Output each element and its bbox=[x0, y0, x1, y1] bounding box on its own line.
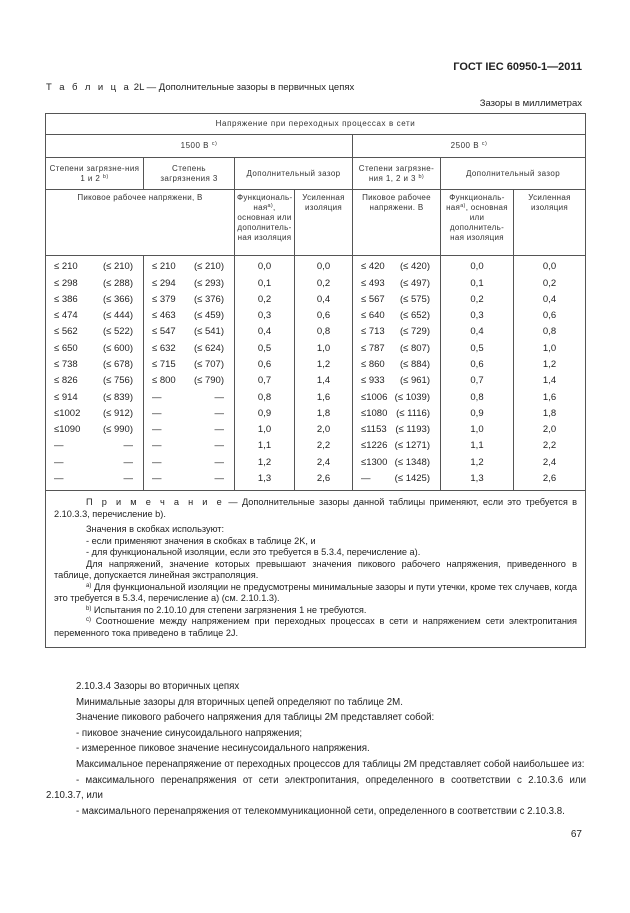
cell-reinforced-right: 1,2 bbox=[514, 357, 586, 373]
cell-degree-1-2-3: ≤ 933 (≤ 961) bbox=[353, 373, 441, 389]
table-row bbox=[46, 406, 586, 422]
header-additional-gap-right: Дополнительный зазор bbox=[441, 158, 586, 190]
cell-degree-3: — — bbox=[144, 455, 235, 471]
cell-reinforced-left: 0,2 bbox=[295, 275, 353, 291]
cell-functional-right: 0,7 bbox=[441, 373, 514, 389]
cell-degree-3: ≤ 463 (≤ 459) bbox=[144, 308, 235, 324]
cell-degree-1-2-3: ≤ 860 (≤ 884) bbox=[353, 357, 441, 373]
header-functional-left: Функциональ-ная$^{a)}$, основная или дополнитель-ная изоляция bbox=[235, 190, 295, 256]
header-reinforced-right: Усиленная изоляция bbox=[514, 190, 586, 256]
table-units: Зазоры в миллиметрах bbox=[479, 98, 582, 109]
cell-reinforced-right: 0,6 bbox=[514, 308, 586, 324]
cell-degree-3: — — bbox=[144, 422, 235, 438]
body-text bbox=[46, 679, 586, 819]
table-row bbox=[46, 455, 586, 471]
cell-degree-1-2-3: ≤ 420 (≤ 420) bbox=[353, 256, 441, 276]
cell-reinforced-left: 1,2 bbox=[295, 357, 353, 373]
cell-degree-1-2-3: ≤1153 (≤ 1193) bbox=[353, 422, 441, 438]
cell-degree-1-2: ≤1090 (≤ 990) bbox=[46, 422, 144, 438]
cell-functional-left: 0,5 bbox=[235, 340, 295, 356]
table-row bbox=[46, 256, 586, 276]
cell-degree-1-2-3: ≤1300 (≤ 1348) bbox=[353, 455, 441, 471]
cell-reinforced-right: 0,8 bbox=[514, 324, 586, 340]
cell-degree-1-2: ≤ 210 (≤ 210) bbox=[46, 256, 144, 276]
cell-degree-3: — — bbox=[144, 406, 235, 422]
cell-degree-1-2-3: ≤ 567 (≤ 575) bbox=[353, 292, 441, 308]
cell-degree-3: ≤ 715 (≤ 707) bbox=[144, 357, 235, 373]
header-degree-1-2-3: Степени загрязне-ния 1, 2 и 3 $^{b)}$ bbox=[353, 158, 441, 190]
cell-degree-1-2: ≤ 650 (≤ 600) bbox=[46, 340, 144, 356]
table-row bbox=[46, 308, 586, 324]
table-row bbox=[46, 422, 586, 438]
cell-degree-1-2-3: ≤1226 (≤ 1271) bbox=[353, 438, 441, 454]
cell-functional-right: 0,4 bbox=[441, 324, 514, 340]
cell-degree-1-2-3: — (≤ 1425) bbox=[353, 471, 441, 491]
table-caption bbox=[46, 82, 354, 93]
cell-reinforced-right: 0,4 bbox=[514, 292, 586, 308]
cell-degree-3: ≤ 632 (≤ 624) bbox=[144, 340, 235, 356]
table-caption-text: 2L — Дополнительные зазоры в первичных цепях bbox=[133, 82, 355, 93]
cell-functional-left: 1,2 bbox=[235, 455, 295, 471]
header-functional-right: Функциональ-ная$^{a)}$, основная или дополнитель-ная изоляция bbox=[441, 190, 514, 256]
cell-reinforced-right: 2,6 bbox=[514, 471, 586, 491]
cell-reinforced-left: 1,8 bbox=[295, 406, 353, 422]
cell-reinforced-right: 0,0 bbox=[514, 256, 586, 276]
cell-reinforced-left: 0,0 bbox=[295, 256, 353, 276]
cell-degree-1-2: ≤ 914 (≤ 839) bbox=[46, 389, 144, 405]
footnote-b: $^{b)}$ Испытания по 2.10.10 для степени загрязнения 1 не требуются. bbox=[86, 604, 367, 615]
cell-reinforced-left: 2,0 bbox=[295, 422, 353, 438]
cell-functional-left: 0,7 bbox=[235, 373, 295, 389]
cell-degree-3: ≤ 547 (≤ 541) bbox=[144, 324, 235, 340]
table-row bbox=[46, 340, 586, 356]
body-list-item: - пиковое значение синусоидального напряжения; bbox=[76, 727, 303, 739]
body-list-item: - максимального перенапряжения от телекоммуникационной сети, определенного в соответствии с 2.10.3.8. bbox=[76, 805, 565, 817]
table-caption-label: Т а б л и ц а bbox=[46, 82, 132, 93]
cell-functional-left: 0,6 bbox=[235, 357, 295, 373]
note-extrapolation: Для напряжений, значение которых превышают значения пикового рабочего напряжения, приведенного в таблице, допускается линейная экстраполяция. bbox=[54, 558, 578, 581]
cell-reinforced-left: 2,6 bbox=[295, 471, 353, 491]
cell-functional-left: 0,2 bbox=[235, 292, 295, 308]
table-row bbox=[46, 471, 586, 491]
cell-reinforced-right: 0,2 bbox=[514, 275, 586, 291]
table-row bbox=[46, 373, 586, 389]
cell-functional-right: 1,2 bbox=[441, 455, 514, 471]
cell-functional-left: 1,1 bbox=[235, 438, 295, 454]
cell-reinforced-right: 2,2 bbox=[514, 438, 586, 454]
cell-degree-1-2-3: ≤1080 (≤ 1116) bbox=[353, 406, 441, 422]
cell-functional-right: 0,8 bbox=[441, 389, 514, 405]
cell-functional-right: 0,9 bbox=[441, 406, 514, 422]
cell-degree-1-2-3: ≤ 787 (≤ 807) bbox=[353, 340, 441, 356]
cell-reinforced-right: 1,4 bbox=[514, 373, 586, 389]
table-notes bbox=[46, 491, 586, 648]
cell-degree-1-2: ≤ 474 (≤ 444) bbox=[46, 308, 144, 324]
header-additional-gap-left: Дополнительный зазор bbox=[235, 158, 353, 190]
table-row bbox=[46, 438, 586, 454]
header-peak-voltage-right: Пиковое рабочее напряжени. В bbox=[353, 190, 441, 256]
cell-functional-right: 1,3 bbox=[441, 471, 514, 491]
cell-degree-1-2: ≤ 562 (≤ 522) bbox=[46, 324, 144, 340]
cell-reinforced-right: 1,8 bbox=[514, 406, 586, 422]
cell-degree-3: — — bbox=[144, 471, 235, 491]
cell-functional-left: 0,0 bbox=[235, 256, 295, 276]
cell-functional-left: 0,8 bbox=[235, 389, 295, 405]
cell-degree-3: ≤ 379 (≤ 376) bbox=[144, 292, 235, 308]
cell-reinforced-right: 2,0 bbox=[514, 422, 586, 438]
cell-reinforced-right: 1,0 bbox=[514, 340, 586, 356]
cell-functional-left: 1,3 bbox=[235, 471, 295, 491]
cell-degree-1-2: ≤ 386 (≤ 366) bbox=[46, 292, 144, 308]
cell-functional-right: 0,6 bbox=[441, 357, 514, 373]
clearance-table bbox=[45, 113, 586, 648]
cell-functional-left: 0,3 bbox=[235, 308, 295, 324]
header-reinforced-left: Усиленная изоляция bbox=[295, 190, 353, 256]
note-brackets-item-2: - для функциональной изоляции, если это требуется в 5.3.4, перечисление а). bbox=[86, 547, 421, 558]
cell-functional-right: 0,1 bbox=[441, 275, 514, 291]
cell-functional-right: 1,0 bbox=[441, 422, 514, 438]
header-1500v: 1500 В $^{c)}$ bbox=[46, 135, 353, 158]
cell-functional-right: 0,0 bbox=[441, 256, 514, 276]
cell-degree-1-2-3: ≤ 493 (≤ 497) bbox=[353, 275, 441, 291]
note-brackets: Значения в скобках используют: bbox=[86, 524, 225, 535]
header-2500v: 2500 В $^{c)}$ bbox=[353, 135, 586, 158]
cell-degree-3: ≤ 294 (≤ 293) bbox=[144, 275, 235, 291]
header-peak-voltage-left: Пиковое рабочее напряжени, В bbox=[46, 190, 235, 256]
footnote-a: $^{a)}$ Для функциональной изоляции не предусмотрены минимальные зазоры и пути утечки, кроме тех случаев, когда это требуется в 5.3.4, перечисление а) (см. 2.10.1.3). bbox=[54, 581, 578, 604]
cell-reinforced-left: 1,0 bbox=[295, 340, 353, 356]
cell-functional-right: 0,2 bbox=[441, 292, 514, 308]
cell-degree-1-2: — — bbox=[46, 471, 144, 491]
body-list-item: - измеренное пиковое значение несинусоидального напряжения. bbox=[76, 743, 370, 755]
table-row bbox=[46, 292, 586, 308]
document-header: ГОСТ IEC 60950-1—2011 bbox=[453, 61, 582, 73]
cell-degree-1-2: ≤ 826 (≤ 756) bbox=[46, 373, 144, 389]
body-list-item: - максимального перенапряжения от сети электропитания, определенного в соответствии с 2.10.3.6 или 2.10.3.7, или bbox=[46, 774, 586, 802]
cell-degree-1-2: — — bbox=[46, 438, 144, 454]
table-row bbox=[46, 389, 586, 405]
cell-functional-right: 1,1 bbox=[441, 438, 514, 454]
section-heading: 2.10.3.4 Зазоры во вторичных цепях bbox=[76, 681, 240, 692]
table-row bbox=[46, 357, 586, 373]
cell-reinforced-left: 2,2 bbox=[295, 438, 353, 454]
cell-degree-3: — — bbox=[144, 438, 235, 454]
body-paragraph: Значение пикового рабочего напряжения для таблицы 2М представляет собой: bbox=[76, 712, 435, 724]
footnote-c: $^{c)}$ Соотношение между напряжением при переходных процессах в сети и напряжением сети электропитания переменного тока приведено в таблице 2J. bbox=[54, 616, 578, 638]
cell-degree-3: ≤ 210 (≤ 210) bbox=[144, 256, 235, 276]
body-paragraph: Минимальные зазоры для вторичных цепей определяют по таблице 2М. bbox=[76, 696, 403, 708]
cell-degree-1-2-3: ≤ 713 (≤ 729) bbox=[353, 324, 441, 340]
note-main: П р и м е ч а н и е — Дополнительные зазоры данной таблицы применяют, если это требуется в 2.10.3.3, перечисление b). bbox=[54, 497, 578, 519]
cell-degree-1-2: ≤1002 (≤ 912) bbox=[46, 406, 144, 422]
cell-functional-left: 0,1 bbox=[235, 275, 295, 291]
cell-degree-1-2-3: ≤1006 (≤ 1039) bbox=[353, 389, 441, 405]
cell-degree-1-2: — — bbox=[46, 455, 144, 471]
cell-functional-right: 0,3 bbox=[441, 308, 514, 324]
cell-reinforced-left: 0,6 bbox=[295, 308, 353, 324]
header-degree-3: Степень загрязнения 3 bbox=[144, 158, 235, 190]
cell-reinforced-left: 1,4 bbox=[295, 373, 353, 389]
cell-reinforced-left: 0,4 bbox=[295, 292, 353, 308]
cell-functional-left: 0,4 bbox=[235, 324, 295, 340]
cell-degree-3: ≤ 800 (≤ 790) bbox=[144, 373, 235, 389]
cell-reinforced-right: 2,4 bbox=[514, 455, 586, 471]
header-voltage: Напряжение при переходных процессах в сети bbox=[46, 114, 586, 135]
table-row bbox=[46, 275, 586, 291]
body-paragraph: Максимальное перенапряжение от переходных процессов для таблицы 2М представляет собой наибольшее из: bbox=[76, 758, 585, 770]
cell-degree-1-2: ≤ 738 (≤ 678) bbox=[46, 357, 144, 373]
note-brackets-item-1: - если применяют значения в скобках в таблице 2K, и bbox=[86, 535, 316, 546]
cell-functional-left: 1,0 bbox=[235, 422, 295, 438]
page-number: 67 bbox=[570, 829, 582, 840]
cell-reinforced-right: 1,6 bbox=[514, 389, 586, 405]
cell-degree-3: — — bbox=[144, 389, 235, 405]
header-degree-1-2: Степени загрязне-ния 1 и 2 $^{b)}$ bbox=[46, 158, 144, 190]
cell-degree-1-2-3: ≤ 640 (≤ 652) bbox=[353, 308, 441, 324]
cell-functional-left: 0,9 bbox=[235, 406, 295, 422]
cell-degree-1-2: ≤ 298 (≤ 288) bbox=[46, 275, 144, 291]
cell-reinforced-left: 0,8 bbox=[295, 324, 353, 340]
cell-functional-right: 0,5 bbox=[441, 340, 514, 356]
cell-reinforced-left: 2,4 bbox=[295, 455, 353, 471]
table-row bbox=[46, 324, 586, 340]
cell-reinforced-left: 1,6 bbox=[295, 389, 353, 405]
